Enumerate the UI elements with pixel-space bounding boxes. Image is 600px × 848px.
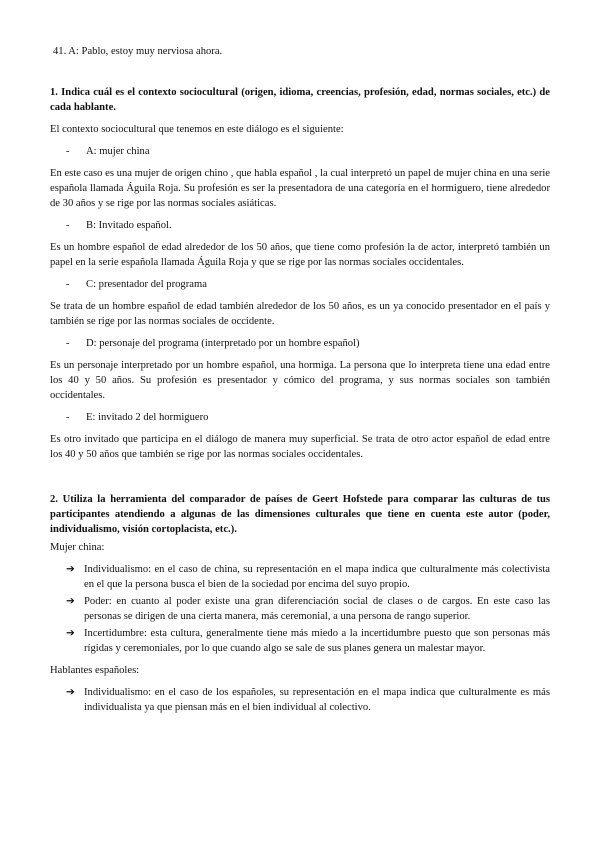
- speaker-c-heading: - C: presentador del programa: [66, 279, 207, 290]
- speaker-e-text: Es otro invitado que participa en el diálogo de manera muy superficial. Se trata de otro actor español de edad entre los 40 y 50 años que también se rige por las normas sociales occidentales.: [50, 434, 550, 460]
- spain-individualism: ➔ Individualismo: en el caso de los españoles, su representación en el mapa indica que culturalmente es más individualista ya que piensan más en el bien individual al colectivo.: [66, 687, 550, 713]
- speaker-d-text: Es un personaje interpretado por un hombre español, una hormiga. La persona que lo interpreta tiene una edad entre los 40 y 50 años. Su profesión es presentador y cómico del programa, y sus normas sociales son también occidentales.: [50, 360, 550, 401]
- document-page: [50, 44, 550, 715]
- arrow-bullet-icon: ➔: [66, 564, 75, 575]
- china-uncertainty: ➔ Incertidumbre: esta cultura, generalmente tiene más miedo a la incertidumbre puesto que son personas más rígidas y ceremoniales, por lo que cuando algo se sale de sus planes genera un malestar mayor.: [66, 628, 550, 654]
- subheading-spain: Hablantes españoles:: [50, 665, 140, 676]
- speaker-b-heading: - B: Invitado español.: [66, 220, 172, 231]
- china-individualism: ➔ Individualismo: en el caso de china, su representación en el mapa indica que culturalmente más colectivista en el que la persona busca el bien de la sociedad por encima del suyo propio.: [66, 564, 550, 590]
- arrow-bullet-icon: ➔: [66, 628, 75, 639]
- dash-bullet: -: [66, 279, 70, 290]
- speaker-b-text: Es un hombre español de edad alrededor de los 50 años, que tiene como profesión la de actor, interpretó también un papel en la serie española llamada Águila Roja y que se rige por las normas sociales occidentales.: [50, 242, 550, 268]
- speaker-e-heading: - E: invitado 2 del hormiguero: [66, 412, 209, 423]
- speaker-a-heading: - A: mujer china: [66, 146, 150, 157]
- arrow-bullet-icon: ➔: [66, 687, 75, 698]
- dash-bullet: -: [66, 146, 70, 157]
- intro-text: El contexto sociocultural que tenemos en este diálogo es el siguiente:: [50, 124, 344, 135]
- speaker-d-heading: - D: personaje del programa (interpretado por un hombre español): [66, 338, 360, 349]
- dash-bullet: -: [66, 412, 70, 423]
- arrow-bullet-icon: ➔: [66, 596, 75, 607]
- question-1: 1. Indica cuál es el contexto sociocultural (origen, idioma, creencias, profesión, edad, normas sociales, etc.) de cada hablante.: [50, 87, 550, 113]
- question-2: 2. Utiliza la herramienta del comparador de países de Geert Hofstede para comparar las culturas de tus participantes atendiendo a algunas de las dimensiones culturales que tiene en cuenta este autor (poder, individualismo, visión cortoplacista, etc.).: [50, 494, 550, 535]
- dash-bullet: -: [66, 338, 70, 349]
- speaker-c-text: Se trata de un hombre español de edad también alrededor de los 50 años, es un ya conocido presentador en el país y también se rige por las normas sociales de occidente.: [50, 301, 550, 327]
- speaker-a-text: En este caso es una mujer de origen chino , que habla español , la cual interpretó un papel de mujer china en una serie española llamada Águila Roja. Su profesión es ser la presentadora de una categoría en el hormiguero, tiene alrededor de 30 años y se rige por las normas sociales asiáticas.: [50, 168, 550, 209]
- dialogue-line: 41. A: Pablo, estoy muy nerviosa ahora.: [53, 46, 223, 57]
- dash-bullet: -: [66, 220, 70, 231]
- subheading-china: Mujer china:: [50, 542, 105, 553]
- china-power: ➔ Poder: en cuanto al poder existe una gran diferenciación social de clases o de cargos. En este caso las personas se dirigen de una cierta manera, más ceremonial, a una persona de rango superior.: [66, 596, 550, 622]
